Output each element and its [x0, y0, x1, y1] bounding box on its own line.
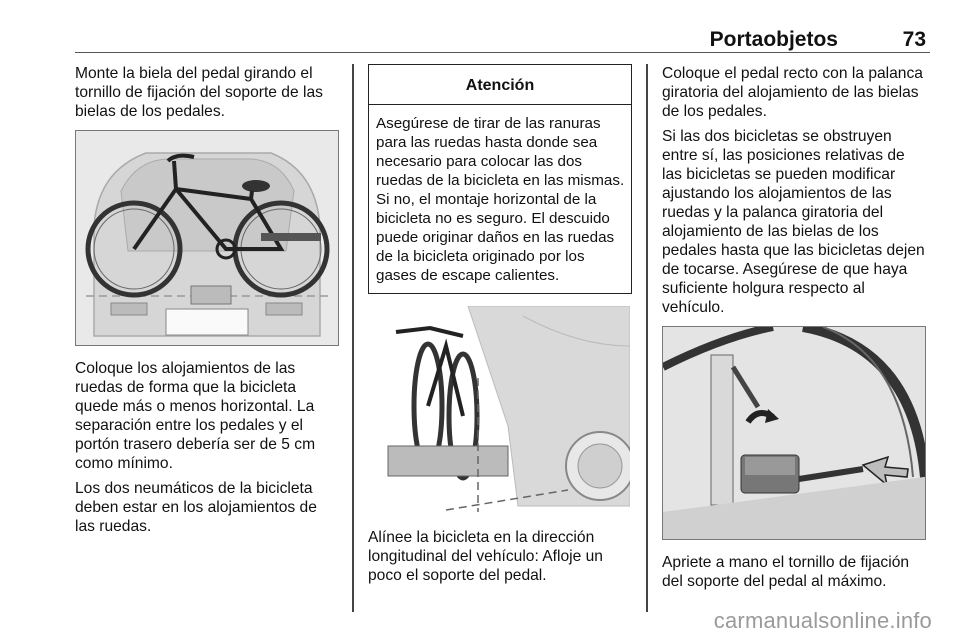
- paragraph-tyres-in-holders: Los dos neumáticos de la bicicleta deben estar en los alojamientos de las ruedas.: [75, 480, 317, 535]
- figure-pedal-holder-closeup: [662, 326, 926, 540]
- column-divider-1: [352, 64, 354, 612]
- paragraph-mount-pedal-crank: Monte la biela del pedal girando el tornillo de fijación del soporte de las bielas de los pedales.: [75, 65, 323, 120]
- page-header: [75, 28, 930, 53]
- watermark-text: carmanualsonline.info: [713, 608, 932, 633]
- paragraph-tighten-screw: Apriete a mano el tornillo de fijación del soporte del pedal al máximo.: [662, 554, 910, 590]
- column-divider-2: [646, 64, 648, 612]
- paragraph-pedal-straight: Coloque el pedal recto con la palanca giratoria del alojamiento de las bielas de los pedales.: [662, 65, 923, 120]
- section-title: Portaobjetos: [709, 28, 838, 51]
- column-2: [368, 64, 633, 591]
- figure-bike-side-view: [368, 306, 630, 518]
- paragraph-bicycles-obstruct: Si las dos bicicletas se obstruyen entre sí, las posiciones relativas de las bicicletas se pueden modificar ajustando los alojamientos de las ruedas y la palanca giratoria del alojamiento de las bielas de los pedales hasta que las bicicletas dejen de tocarse. Asegúrese de que haya suficiente holgura respecto al vehículo.: [662, 128, 925, 316]
- pedal-holder-illustration: [663, 327, 925, 539]
- attention-box: [368, 64, 632, 294]
- attention-text: Asegúrese de tirar de las ranuras para las ruedas hasta donde sea necesario para colocar las dos ruedas de la bicicleta en las mismas. Si no, el montaje horizontal de la bicicleta no es seguro. El descuido puede originar daños en las ruedas de la bicicleta originado por los gases de escape calientes.: [376, 115, 625, 284]
- bike-side-view-illustration: [368, 306, 630, 518]
- paragraph-align-bicycle: Alínee la bicicleta en la dirección longitudinal del vehículo: Afloje un poco el soporte del pedal.: [368, 529, 603, 584]
- bike-rear-view-illustration: [76, 131, 338, 345]
- page-number: 73: [902, 28, 926, 51]
- column-1: [75, 64, 340, 542]
- column-3: [662, 64, 927, 597]
- attention-title: Atención: [369, 65, 631, 105]
- figure-bike-rear-view: [75, 130, 339, 346]
- paragraph-position-wheel-holders: Coloque los alojamientos de las ruedas de forma que la bicicleta quede más o menos horizontal. La separación entre los pedales y el portón trasero debería ser de 5 cm como mínimo.: [75, 360, 316, 472]
